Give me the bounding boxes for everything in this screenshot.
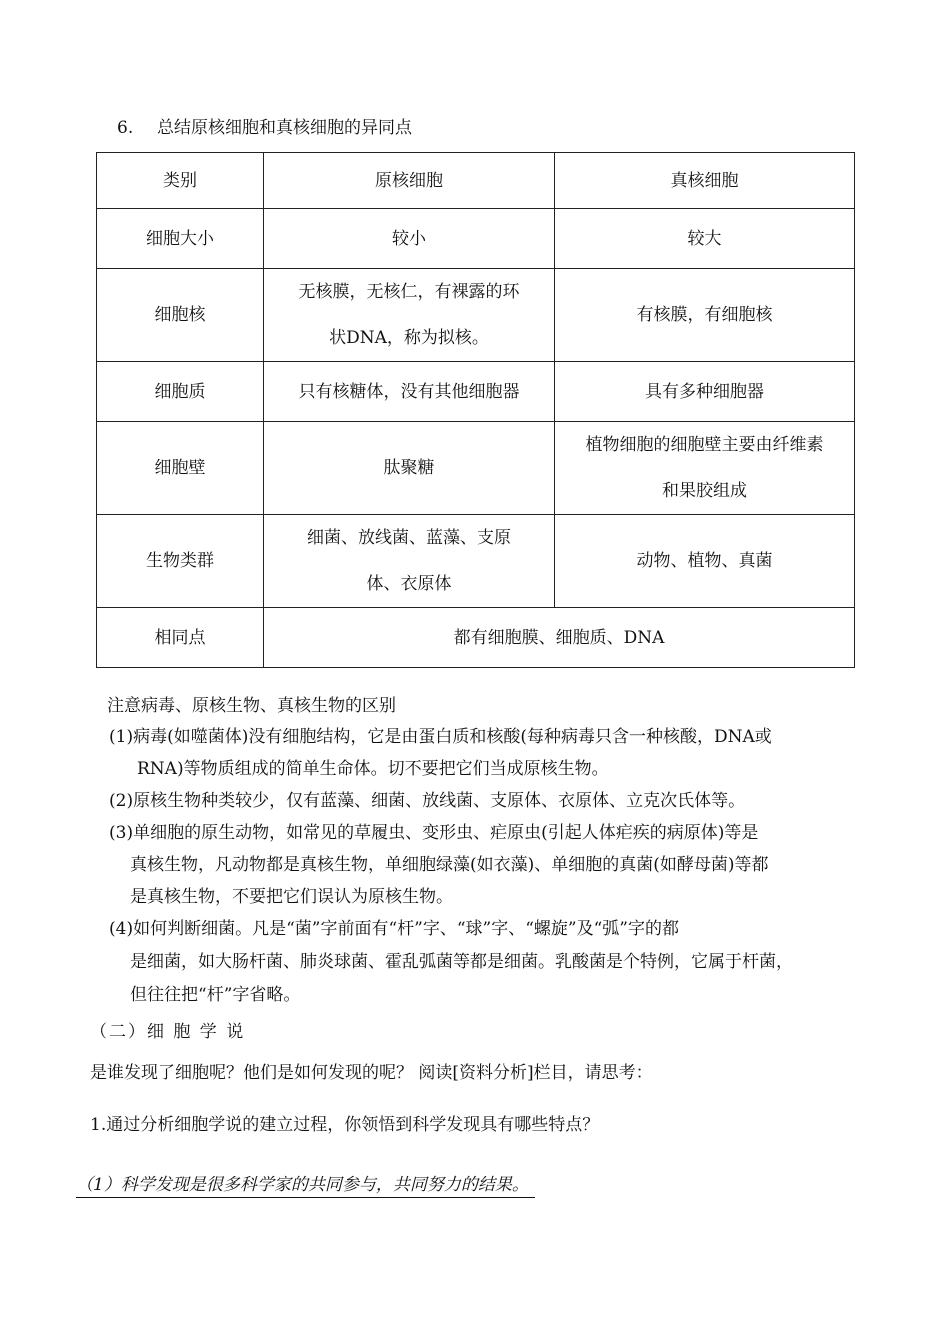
table-row-common: [97, 608, 855, 668]
notes-title: 注意病毒、原核生物、真核生物的区别: [107, 696, 396, 716]
note-item-4-line-1: (4)如何判断细菌。凡是“菌”字前面有“杆”字、“球”字、“螺旋”及“弧”字的都: [109, 919, 679, 939]
cell-line: 较大: [687, 228, 722, 249]
section-2-intro: 是谁发现了细胞呢？他们是如何发现的呢？ 阅读[资料分析]栏目，请思考：: [90, 1063, 653, 1083]
cell-line: 肽聚糖: [383, 458, 435, 478]
cell-line: 植物细胞的细胞壁主要由纤维素: [585, 435, 824, 455]
cell-line: 具有多种细胞器: [645, 381, 764, 402]
eukaryote-cell: [555, 422, 855, 515]
table-header-row: [97, 153, 855, 209]
eukaryote-cell: [555, 209, 855, 269]
header-category: 类别: [97, 153, 264, 209]
note-item-3-line-3: 是真核生物，不要把它们误认为原核生物。: [130, 887, 453, 907]
common-cell: 都有细胞膜、细胞质、DNA: [264, 608, 855, 668]
note-item-4-line-2: 是细菌，如大肠杆菌、肺炎球菌、霍乱弧菌等都是细菌。乳酸菌是个特例，它属于杆菌，: [130, 952, 793, 972]
question-1: 1.通过分析细胞学说的建立过程，你领悟到科学发现具有哪些特点？: [90, 1115, 600, 1135]
note-item-3-line-1: (3)单细胞的原生动物，如常见的草履虫、变形虫、疟原虫(引起人体疟疾的病原体)等是: [109, 823, 759, 843]
prokaryote-cell: [264, 422, 555, 515]
table-row: [97, 362, 855, 422]
section-number: 6.: [117, 118, 134, 138]
note-item-1-line-1: (1)病毒(如噬菌体)没有细胞结构，它是由蛋白质和核酸(每种病毒只含一种核酸，DNA或: [109, 727, 772, 747]
table-row: [97, 209, 855, 269]
cell-line: 有核膜，有细胞核: [636, 305, 773, 325]
cell-line: 无核膜，无核仁，有裸露的环: [298, 282, 520, 302]
row-category: 细胞大小: [97, 209, 264, 269]
note-item-2: (2)原核生物种类较少，仅有蓝藻、细菌、放线菌、支原体、衣原体、立克次氏体等。: [109, 791, 746, 811]
prokaryote-cell: [264, 362, 555, 422]
comparison-table: [96, 152, 855, 668]
section-2-title: （二）细 胞 学 说: [90, 1022, 246, 1042]
row-category: 生物类群: [97, 515, 264, 608]
prokaryote-cell: [264, 209, 555, 269]
row-category: 细胞质: [97, 362, 264, 422]
row-category: 细胞核: [97, 269, 264, 362]
prokaryote-cell: [264, 269, 555, 362]
eukaryote-cell: [555, 515, 855, 608]
header-eukaryote: 真核细胞: [555, 153, 855, 209]
section-title: 总结原核细胞和真核细胞的异同点: [157, 118, 412, 138]
eukaryote-cell: [555, 362, 855, 422]
header-prokaryote: 原核细胞: [264, 153, 555, 209]
cell-line: 体、衣原体: [366, 574, 452, 594]
answer-1: （1）科学发现是很多科学家的共同参与，共同努力的结果。: [76, 1170, 535, 1198]
table-row: [97, 515, 855, 608]
table-row: [97, 422, 855, 515]
cell-line: 状DNA，称为拟核。: [329, 328, 489, 348]
cell-line: 动物、植物、真菌: [636, 551, 773, 571]
note-item-3-line-2: 真核生物，凡动物都是真核生物，单细胞绿藻(如衣藻)、单细胞的真菌(如酵母菌)等都: [130, 855, 769, 875]
cell-line: 和果胶组成: [662, 481, 747, 501]
row-category: 相同点: [97, 608, 264, 668]
section-heading: [117, 113, 412, 138]
note-item-1-line-2: RNA)等物质组成的简单生命体。切不要把它们当成原核生物。: [137, 759, 609, 779]
eukaryote-cell: [555, 269, 855, 362]
cell-line: 较小: [392, 228, 426, 249]
table-row: [97, 269, 855, 362]
prokaryote-cell: [264, 515, 555, 608]
cell-line: 只有核糖体，没有其他细胞器: [298, 381, 520, 402]
note-item-4-line-3: 但往往把“杆”字省略。: [130, 985, 301, 1005]
row-category: 细胞壁: [97, 422, 264, 515]
cell-line: 细菌、放线菌、蓝藻、支原: [307, 528, 511, 548]
